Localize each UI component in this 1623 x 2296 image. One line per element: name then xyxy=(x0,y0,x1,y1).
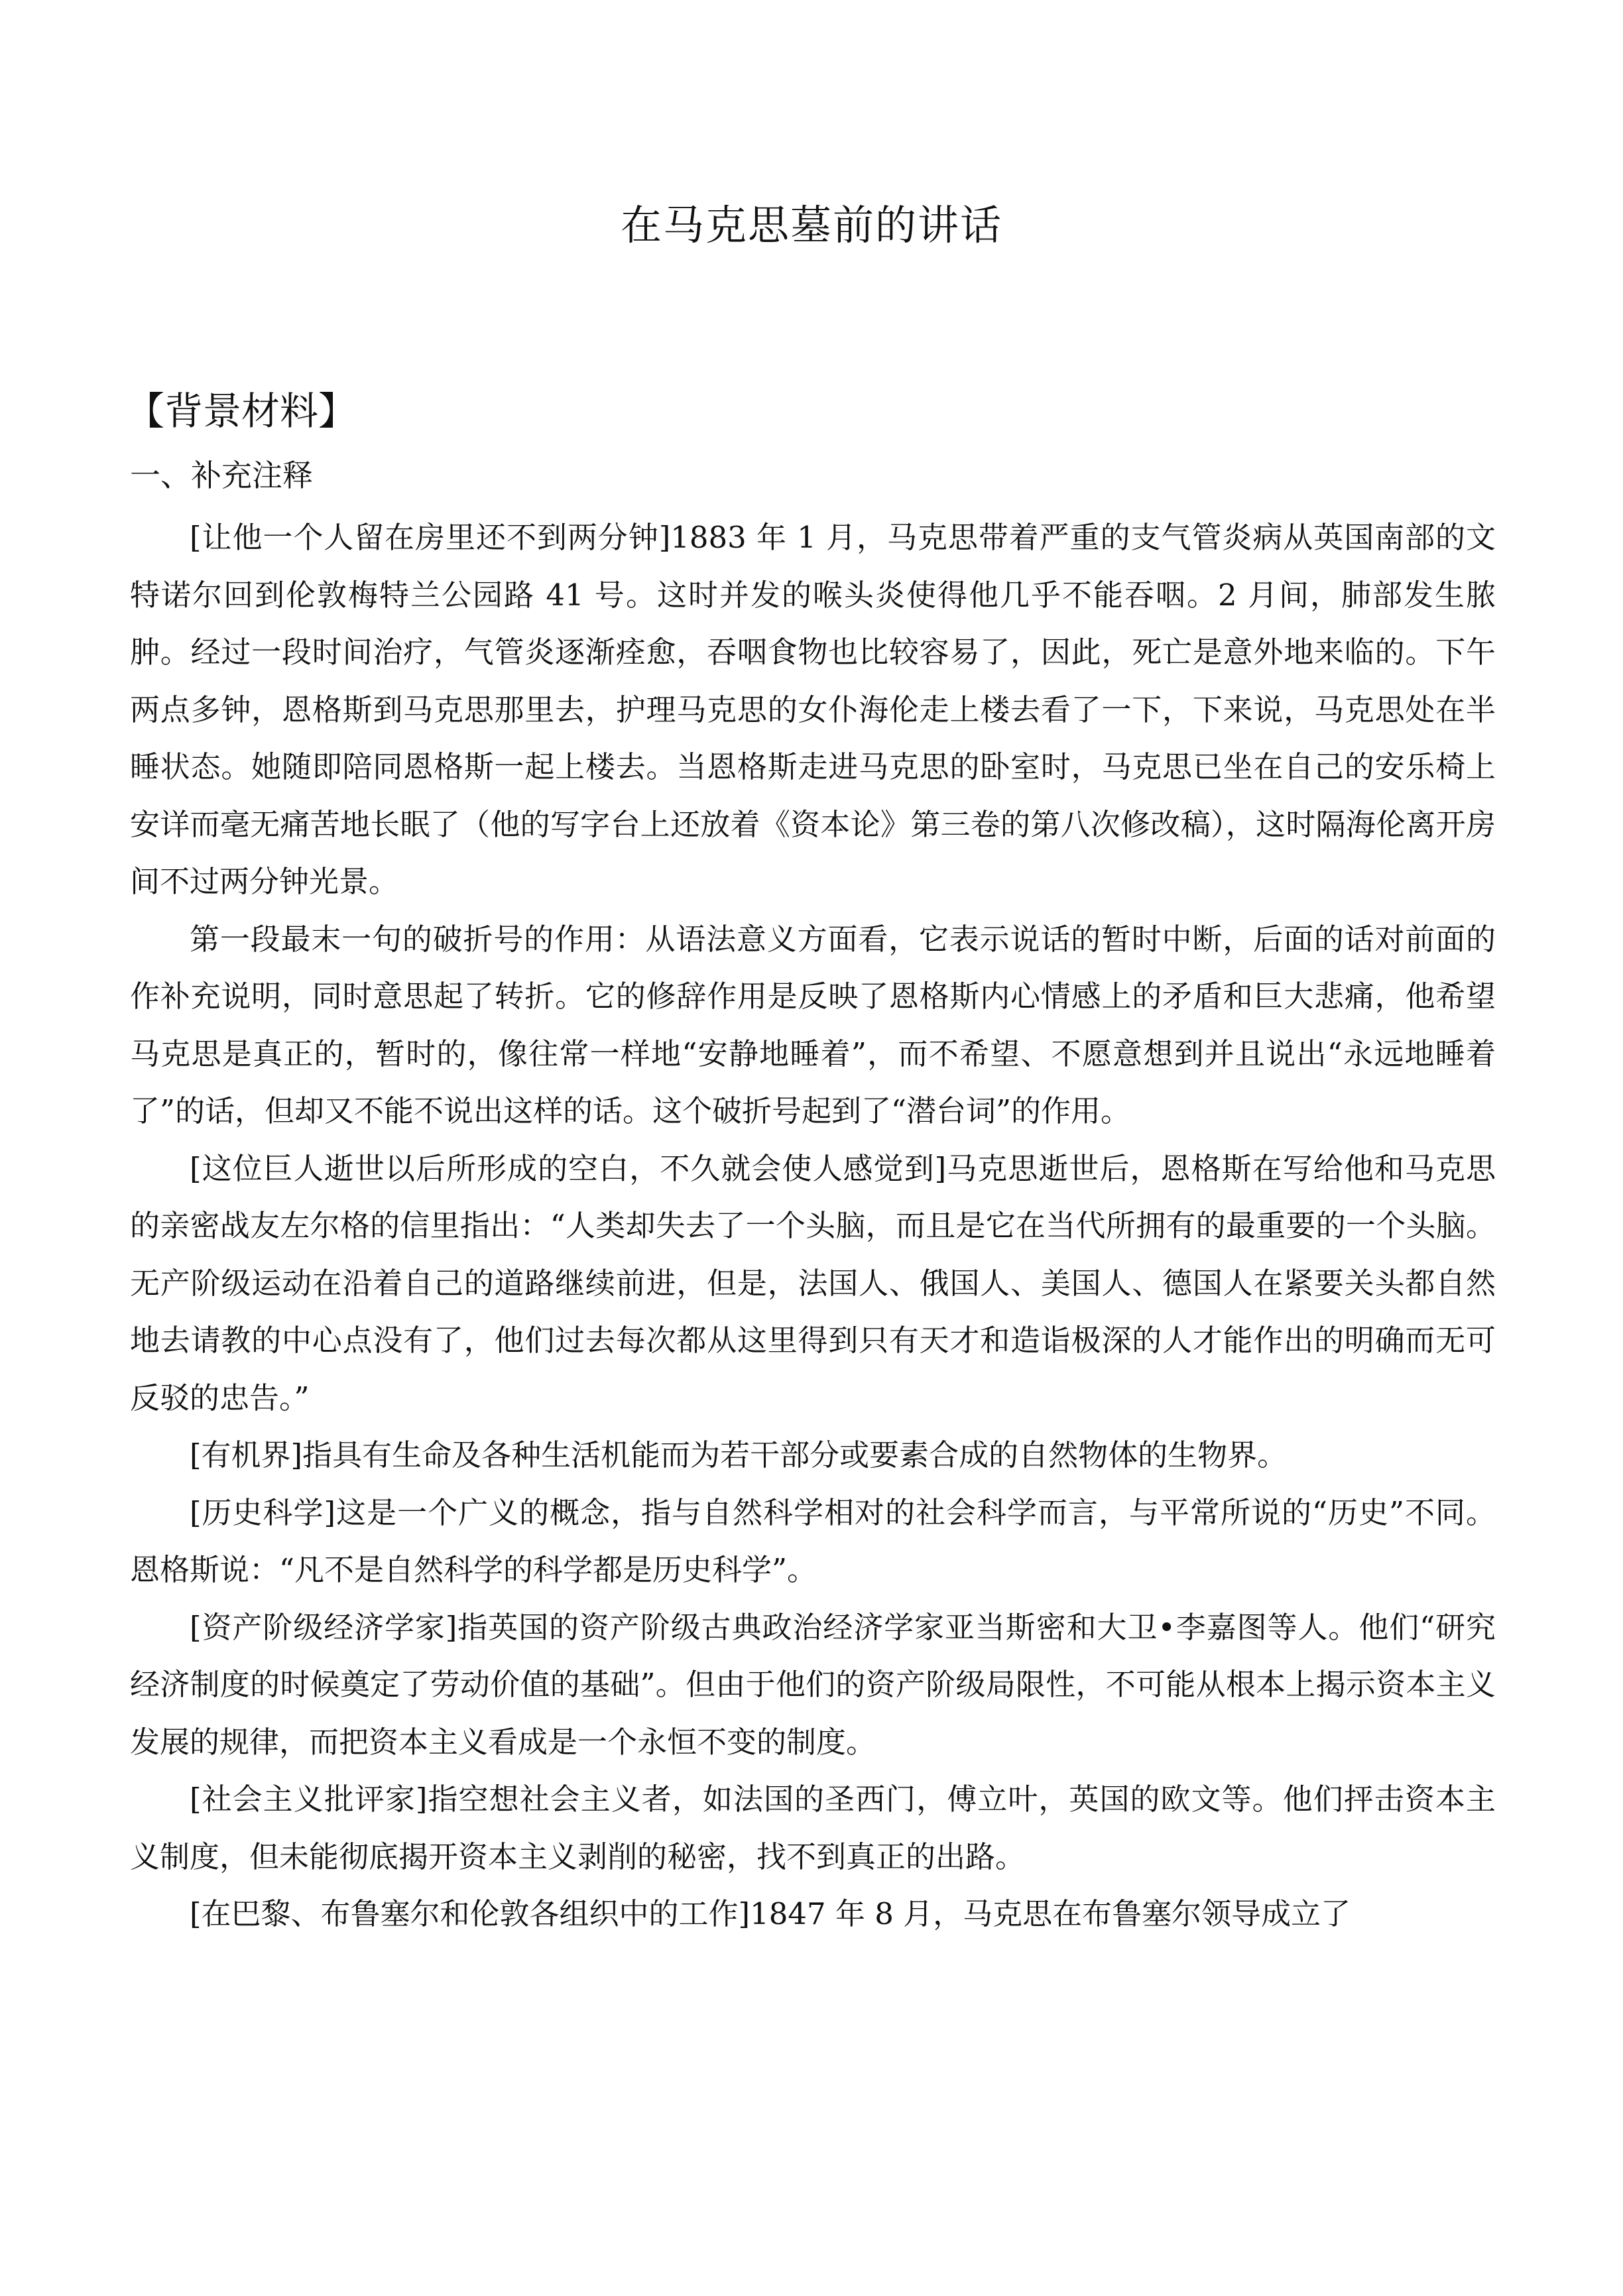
paragraph-note-death: [让他一个人留在房里还不到两分钟]1883 年 1 月，马克思带着严重的支气管炎病从英国南部的文特诺尔回到伦敦梅特兰公园路 41 号。这时并发的喉头炎使得他几乎不能吞咽。2 月间，肺部发生脓肿。经过一段时间治疗，气管炎逐渐痊愈，吞咽食物也比较容易了，因此，死亡是意外地来临的。下午两点多钟，恩格斯到马克思那里去，护理马克思的女仆海伦走上楼去看了一下，下来说，马克思处在半睡状态。她随即陪同恩格斯一起上楼去。当恩格斯走进马克思的卧室时，马克思已坐在自己的安乐椅上安详而毫无痛苦地长眠了（他的写字台上还放着《资本论》第三卷的第八次修改稿），这时隔海伦离开房间不过两分钟光景。 xyxy=(130,520,1496,899)
body-text xyxy=(130,509,1496,1943)
paragraph-note-organizations: [在巴黎、布鲁塞尔和伦敦各组织中的工作]1847 年 8 月，马克思在布鲁塞尔领导成立了 xyxy=(190,1896,1351,1931)
subheading: 一、补充注释 xyxy=(130,457,313,493)
page-title: 在马克思墓前的讲话 xyxy=(620,201,1002,249)
paragraph-note-giant: [这位巨人逝世以后所形成的空白，不久就会使人感觉到]马克思逝世后，恩格斯在写给他和马克思的亲密战友左尔格的信里指出：“人类却失去了一个头脑，而且是它在当代所拥有的最重要的一个头脑。无产阶级运动在沿着自己的道路继续前进，但是，法国人、俄国人、美国人、德国人在紧要关头都自然地去请教的中心点没有了，他们过去每次都从这里得到只有天才和造诣极深的人才能作出的明确而无可反驳的忠告。” xyxy=(130,1150,1496,1416)
paragraph-note-economists: [资产阶级经济学家]指英国的资产阶级古典政治经济学家亚当斯密和大卫•李嘉图等人。他们“研究经济制度的时候奠定了劳动价值的基础”。但由于他们的资产阶级局限性，不可能从根本上揭示资本主义发展的规律，而把资本主义看成是一个永恒不变的制度。 xyxy=(130,1609,1496,1760)
paragraph-note-organic: [有机界]指具有生命及各种生活机能而为若干部分或要素合成的自然物体的生物界。 xyxy=(190,1437,1288,1473)
paragraph-dash-function: 第一段最末一句的破折号的作用：从语法意义方面看，它表示说话的暂时中断，后面的话对前面的作补充说明，同时意思起了转折。它的修辞作用是反映了恩格斯内心情感上的矛盾和巨大悲痛，他希望马克思是真正的，暂时的，像往常一样地“安静地睡着”，而不希望、不愿意想到并且说出“永远地睡着了”的话，但却又不能不说出这样的话。这个破折号起到了“潜台词”的作用。 xyxy=(130,921,1496,1128)
paragraph-note-socialist-critics: [社会主义批评家]指空想社会主义者，如法国的圣西门，傅立叶，英国的欧文等。他们抨击资本主义制度，但未能彻底揭开资本主义剥削的秘密，找不到真正的出路。 xyxy=(130,1782,1496,1874)
section-heading: 【背景材料】 xyxy=(126,389,357,434)
paragraph-note-history-science: [历史科学]这是一个广义的概念，指与自然科学相对的社会科学而言，与平常所说的“历史”不同。恩格斯说：“凡不是自然科学的科学都是历史科学”。 xyxy=(130,1494,1496,1587)
